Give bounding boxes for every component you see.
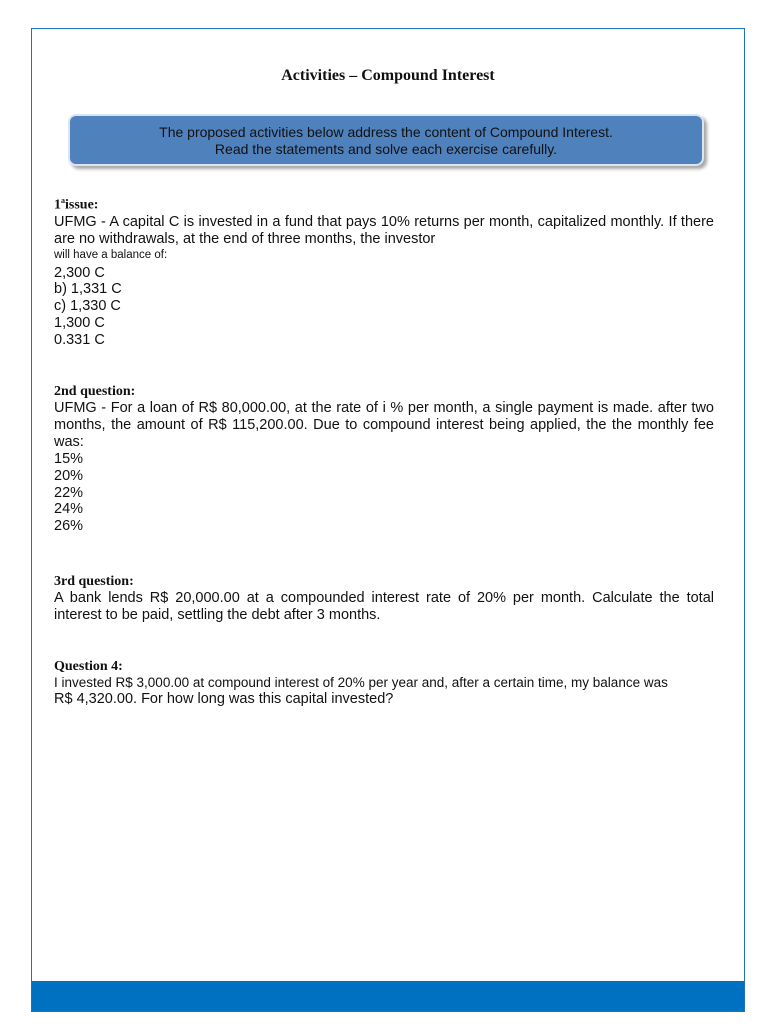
option: 15% <box>54 451 84 467</box>
option: 24% <box>54 501 84 518</box>
document-page <box>31 28 745 1012</box>
option: 26% <box>54 518 84 535</box>
question-3-text: A bank lends R$ 20,000.00 at a compounded interest rate of 20% per month. Calculate the total interest to be paid, settling the debt after 3 months. <box>54 590 714 623</box>
option: 22% <box>54 484 84 501</box>
option: 20% <box>54 467 84 484</box>
page-title: Activities – Compound Interest <box>281 67 495 84</box>
question-2-text: UFMG - For a loan of R$ 80,000.00, at the rate of i % per month, a single payment is made. after two months, the amount of R$ 115,200.00. Due to compound interest being applied, the the monthly fee was: <box>54 400 714 450</box>
option: c) 1,330 C <box>54 298 121 315</box>
question-1-text: UFMG - A capital C is invested in a fund that pays 10% returns per month, capitalized monthly. If there are no withdrawals, at the end of three months, the investor <box>54 213 714 247</box>
question-4-line-1: I invested R$ 3,000.00 at compound interest of 20% per year and, after a certain time, my balance was <box>54 675 668 690</box>
question-4-heading: Question 4: <box>54 659 123 674</box>
option: 1,300 C <box>54 315 105 332</box>
question-2 <box>54 384 714 535</box>
intro-line-1: The proposed activities below address the content of Compound Interest. <box>159 124 613 140</box>
question-3 <box>54 574 714 624</box>
question-4-line-2: R$ 4,320.00. For how long was this capital invested? <box>54 691 394 707</box>
question-3-heading: 3rd question: <box>54 574 134 589</box>
question-4 <box>54 659 714 708</box>
option: 2,300 C <box>54 264 105 281</box>
intro-line-2: Read the statements and solve each exercise carefully. <box>214 141 558 157</box>
question-1-heading: 1$^a$issue: <box>54 196 99 213</box>
question-1 <box>54 193 714 349</box>
intro-box <box>68 114 704 166</box>
footer-bar <box>32 981 744 1011</box>
option: b) 1,331 C <box>54 281 122 298</box>
question-1-text-small: will have a balance of: <box>54 248 168 261</box>
option: 0.331 C <box>54 331 105 348</box>
question-2-heading: 2nd question: <box>54 384 136 399</box>
